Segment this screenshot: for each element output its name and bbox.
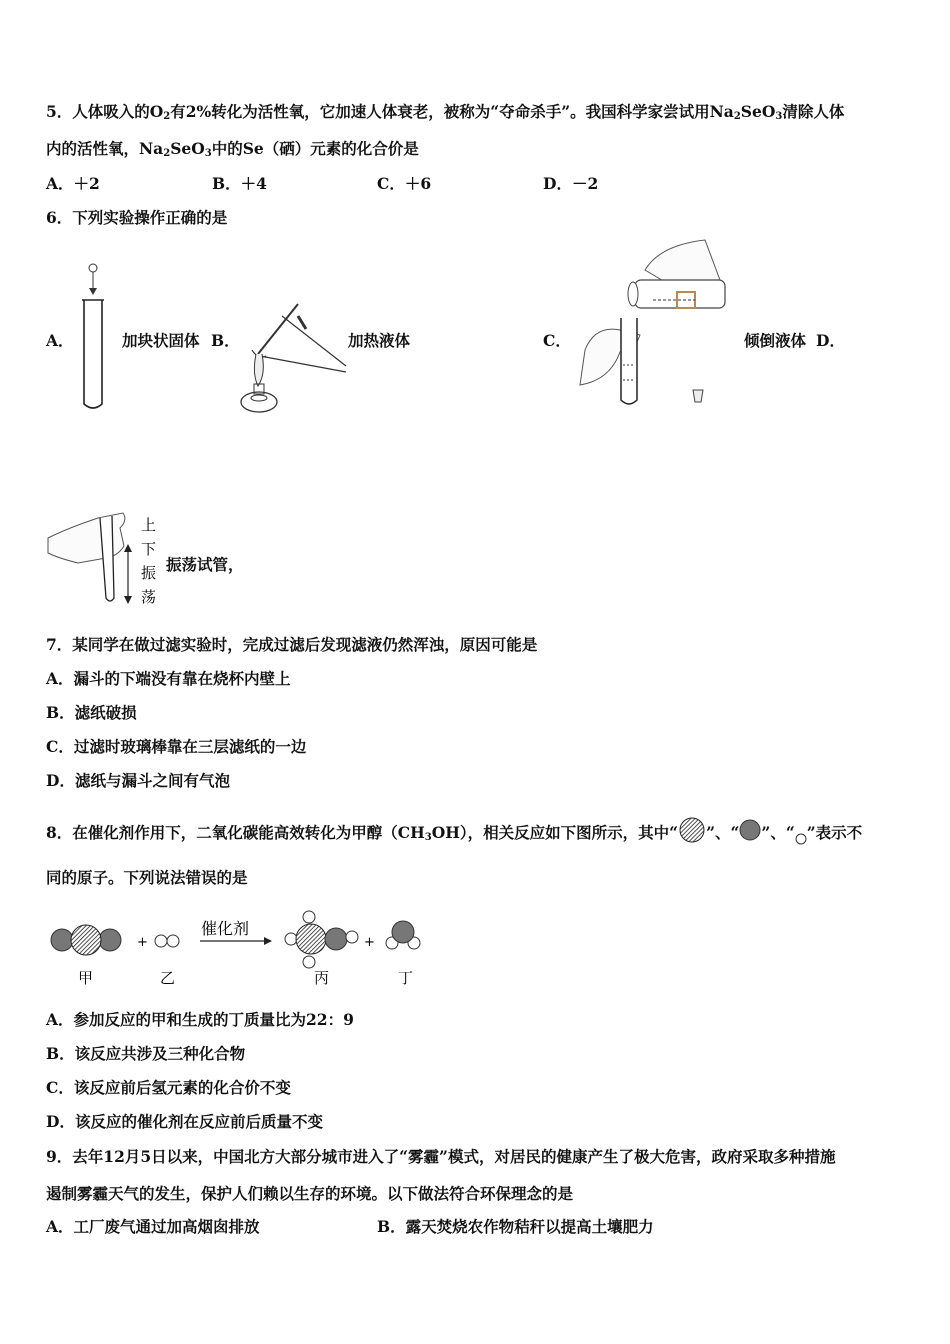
q5-option-a[interactable]: A．＋2 [46, 174, 100, 193]
q9-stem-line1: 9．去年12月5日以来，中国北方大部分城市进入了“雾霾”模式，对居民的健康产生了极大危害，政府采取多种措施 [46, 1147, 836, 1166]
q5-text: 清除人体 [782, 102, 845, 121]
q7-stem: 7．某同学在做过滤实验时，完成过滤后发现滤液仍然浑浊，原因可能是 [46, 635, 538, 654]
label-bing: 丙 [314, 969, 330, 987]
q6-d-char-1: 上 [141, 516, 157, 534]
q6-figure-c-pouring [575, 240, 725, 415]
q8-text: ”表示不 [806, 823, 863, 842]
q7-option-a[interactable]: A．漏斗的下端没有靠在烧杯内壁上 [46, 669, 291, 688]
q8-option-b[interactable]: B．该反应共涉及三种化合物 [46, 1044, 246, 1063]
q5-text: 有2%转化为活性氧，它加速人体衰老，被称为“夺命杀手”。我国科学家尝试用Na [170, 102, 734, 121]
q6-figure-d-shaking [48, 508, 166, 608]
q5-line2 [46, 139, 419, 164]
q5-text: SeO [170, 139, 205, 158]
label-ding: 丁 [398, 969, 414, 987]
hatched-atom-icon [678, 818, 706, 844]
q6-figure-a-test-tube [75, 262, 115, 412]
q6-d-char-4: 荡 [141, 588, 157, 606]
q5-sub: 3 [775, 111, 783, 122]
q5-text: 内的活性氧，Na [46, 139, 164, 158]
q7-option-d[interactable]: D．滤纸与漏斗之间有气泡 [46, 771, 230, 790]
q8-option-c[interactable]: C．该反应前后氢元素的化合价不变 [46, 1078, 291, 1097]
q5-line1 [46, 102, 844, 127]
q8-stem-line1 [46, 818, 862, 848]
q8-text: 8．在催化剂作用下，二氧化碳能高效转化为甲醇（CH [46, 823, 425, 842]
q9-option-a[interactable]: A．工厂废气通过加高烟囱排放 [46, 1217, 260, 1236]
q8-text: ”、“ [706, 823, 740, 842]
q6-d-char-3: 振 [141, 564, 157, 582]
q8-sub: 3 [424, 832, 432, 843]
q6-stem: 6．下列实验操作正确的是 [46, 208, 228, 227]
plus-sign: + [364, 935, 375, 950]
q8-reaction-diagram [46, 910, 436, 990]
q5-text: 中的Se（硒）元素的化合价是 [211, 139, 419, 158]
q6-option-b-text: 加热液体 [348, 331, 411, 350]
q7-option-c[interactable]: C．过滤时玻璃棒靠在三层滤纸的一边 [46, 737, 307, 756]
q6-figure-b-heating [238, 294, 353, 414]
q8-text: OH），相关反应如下图所示，其中“ [431, 823, 679, 842]
q6-option-d-label[interactable]: D． [816, 331, 845, 350]
q8-option-d[interactable]: D．该反应的催化剂在反应前后质量不变 [46, 1112, 323, 1131]
q9-option-b[interactable]: B．露天焚烧农作物秸秆以提高土壤肥力 [377, 1217, 654, 1236]
q5-sub: 3 [204, 148, 212, 159]
label-yi: 乙 [160, 969, 176, 987]
q8-text: ”、“ [761, 823, 795, 842]
q5-option-b[interactable]: B．＋4 [212, 174, 267, 193]
catalyst-label: 催化剂 [201, 919, 250, 938]
q5-text: SeO [740, 102, 776, 121]
gray-atom-icon [739, 820, 761, 842]
q5-option-c[interactable]: C．＋6 [377, 174, 432, 193]
q5-text: 5．人体吸入的O [46, 102, 164, 121]
q6-option-c-label[interactable]: C． [543, 331, 571, 350]
q9-stem-line2: 遏制雾霾天气的发生，保护人们赖以生存的环境。以下做法符合环保理念的是 [46, 1184, 574, 1203]
q5-sub: 2 [163, 148, 171, 159]
label-jia: 甲 [78, 969, 94, 987]
q5-sub: 2 [733, 111, 741, 122]
q6-option-c-text: 倾倒液体 [744, 331, 807, 350]
q8-option-a[interactable]: A．参加反应的甲和生成的丁质量比为22：9 [46, 1010, 354, 1029]
q5-option-d[interactable]: D．－2 [543, 174, 599, 193]
q6-option-b-label[interactable]: B． [211, 331, 240, 350]
q6-option-a-label[interactable]: A． [46, 331, 74, 350]
q5-sub: 2 [163, 111, 171, 122]
small-atom-icon [795, 830, 807, 844]
q6-option-a-text: 加块状固体 [122, 331, 200, 350]
q7-option-b[interactable]: B．滤纸破损 [46, 703, 137, 722]
q6-d-char-2: 下 [141, 540, 157, 558]
plus-sign: + [137, 935, 148, 950]
q6-option-d-text: 振荡试管， [166, 555, 244, 574]
q8-stem-line2: 同的原子。下列说法错误的是 [46, 868, 248, 887]
